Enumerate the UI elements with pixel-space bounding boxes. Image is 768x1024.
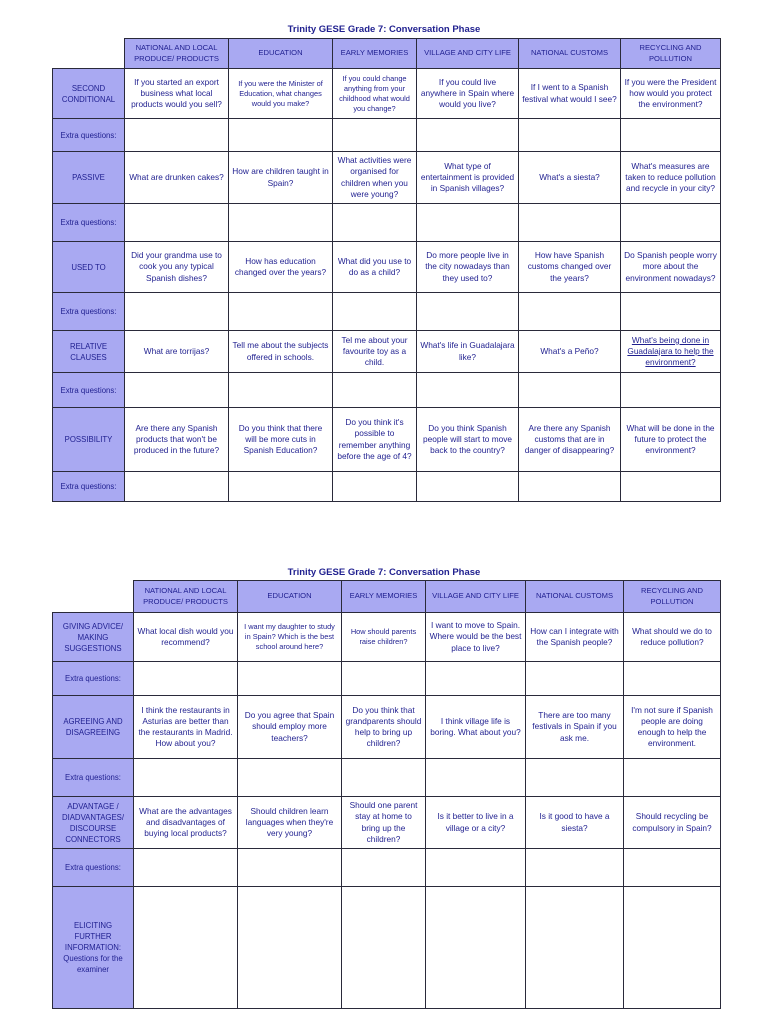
table-cell: If you could live anywhere in Spain where would you live? bbox=[417, 69, 519, 119]
header-national-produce: NATIONAL AND LOCAL PRODUCE/ PRODUCTS bbox=[134, 581, 238, 613]
table-row bbox=[53, 662, 721, 696]
conversation-table-1 bbox=[52, 38, 721, 502]
row-label: PASSIVE bbox=[53, 152, 125, 204]
table-cell: Do you agree that Spain should employ more teachers? bbox=[238, 696, 342, 759]
table-row bbox=[53, 373, 721, 408]
row-label: POSSIBILITY bbox=[53, 408, 125, 472]
table-cell bbox=[229, 119, 333, 152]
table-cell bbox=[333, 373, 417, 408]
table-cell bbox=[333, 204, 417, 242]
table-cell: If you were the President how would you protect the environment? bbox=[621, 69, 721, 119]
header-village-city-life: VILLAGE AND CITY LIFE bbox=[426, 581, 526, 613]
conversation-table-2 bbox=[52, 580, 721, 1009]
table-cell: Did your grandma use to cook you any typical Spanish dishes? bbox=[125, 242, 229, 293]
table-cell bbox=[526, 849, 624, 887]
table-cell: There are too many festivals in Spain if you ask me. bbox=[526, 696, 624, 759]
row-label: ADVANTAGE / DIADVANTAGES/ DISCOURSE CONNECTORS bbox=[53, 797, 134, 849]
table-cell bbox=[519, 204, 621, 242]
table-row bbox=[53, 408, 721, 472]
table-cell bbox=[519, 373, 621, 408]
table-cell: I think village life is boring. What about you? bbox=[426, 696, 526, 759]
table-row bbox=[53, 152, 721, 204]
table-cell: How has education changed over the years? bbox=[229, 242, 333, 293]
header-village-city-life: VILLAGE AND CITY LIFE bbox=[417, 39, 519, 69]
table-cell: If you started an export business what local products would you sell? bbox=[125, 69, 229, 119]
table-cell bbox=[229, 373, 333, 408]
table-cell bbox=[621, 373, 721, 408]
table-cell: What type of entertainment is provided in Spanish villages? bbox=[417, 152, 519, 204]
row-label: ELICITING FURTHER INFORMATION: Questions for the examiner bbox=[53, 887, 134, 1009]
table-cell bbox=[621, 331, 721, 373]
header-early-memories: EARLY MEMORIES bbox=[342, 581, 426, 613]
table-cell bbox=[229, 472, 333, 502]
table-cell: What's a siesta? bbox=[519, 152, 621, 204]
table-cell: Tell me about the subjects offered in schools. bbox=[229, 331, 333, 373]
table-row bbox=[53, 472, 721, 502]
row-label: Extra questions: bbox=[53, 849, 134, 887]
table-cell: Do more people live in the city nowadays than they used to? bbox=[417, 242, 519, 293]
table-row bbox=[53, 797, 721, 849]
table-cell bbox=[621, 472, 721, 502]
table-cell: What's life in Guadalajara like? bbox=[417, 331, 519, 373]
header-national-produce: NATIONAL AND LOCAL PRODUCE/ PRODUCTS bbox=[125, 39, 229, 69]
header-education: EDUCATION bbox=[238, 581, 342, 613]
table-cell bbox=[526, 887, 624, 1009]
table-cell bbox=[621, 293, 721, 331]
table-cell: If I went to a Spanish festival what would I see? bbox=[519, 69, 621, 119]
table-cell bbox=[621, 204, 721, 242]
table-row bbox=[53, 69, 721, 119]
underlined-text: What's being done in Guadalajara to help the environment? bbox=[627, 334, 714, 368]
row-label: USED TO bbox=[53, 242, 125, 293]
table-cell: What's measures are taken to reduce pollution and recycle in your city? bbox=[621, 152, 721, 204]
table-cell bbox=[333, 119, 417, 152]
table-cell bbox=[426, 759, 526, 797]
table-cell: What's a Peño? bbox=[519, 331, 621, 373]
table-cell bbox=[417, 472, 519, 502]
table-cell bbox=[238, 849, 342, 887]
header-national-customs: NATIONAL CUSTOMS bbox=[519, 39, 621, 69]
table-cell bbox=[526, 759, 624, 797]
table-cell: How have Spanish customs changed over the years? bbox=[519, 242, 621, 293]
table-cell: How are children taught in Spain? bbox=[229, 152, 333, 204]
table-cell bbox=[417, 204, 519, 242]
table-cell bbox=[238, 662, 342, 696]
table-cell bbox=[134, 759, 238, 797]
header-recycling-pollution: RECYCLING AND POLLUTION bbox=[621, 39, 721, 69]
table-cell bbox=[426, 662, 526, 696]
table-cell bbox=[238, 759, 342, 797]
table-cell bbox=[624, 759, 721, 797]
table-cell: Do you think Spanish people will start to move back to the country? bbox=[417, 408, 519, 472]
table-cell bbox=[125, 293, 229, 331]
table-cell bbox=[426, 849, 526, 887]
table-cell bbox=[426, 887, 526, 1009]
table-cell: I'm not sure if Spanish people are doing enough to help the environment. bbox=[624, 696, 721, 759]
table-cell: I want to move to Spain. Where would be the best place to live? bbox=[426, 613, 526, 662]
table-cell bbox=[624, 887, 721, 1009]
row-label: Extra questions: bbox=[53, 119, 125, 152]
table-row bbox=[53, 887, 721, 1009]
table-row bbox=[53, 759, 721, 797]
row-label: GIVING ADVICE/ MAKING SUGGESTIONS bbox=[53, 613, 134, 662]
table-cell: What will be done in the future to protect the environment? bbox=[621, 408, 721, 472]
table-cell bbox=[417, 373, 519, 408]
table-cell: What should we do to reduce pollution? bbox=[624, 613, 721, 662]
table-cell: What are drunken cakes? bbox=[125, 152, 229, 204]
table-cell bbox=[519, 293, 621, 331]
row-label: Extra questions: bbox=[53, 759, 134, 797]
table-cell bbox=[229, 293, 333, 331]
table-cell bbox=[229, 204, 333, 242]
table-cell bbox=[621, 119, 721, 152]
table-row bbox=[53, 204, 721, 242]
table-row bbox=[53, 293, 721, 331]
table-corner bbox=[53, 39, 125, 69]
table-cell: Do you think it's possible to remember anything before the age of 4? bbox=[333, 408, 417, 472]
table-cell: Are there any Spanish customs that are in danger of disappearing? bbox=[519, 408, 621, 472]
table-cell: How can I integrate with the Spanish people? bbox=[526, 613, 624, 662]
table-cell: Should one parent stay at home to bring up the children? bbox=[342, 797, 426, 849]
table-cell: Should children learn languages when they're very young? bbox=[238, 797, 342, 849]
row-label: RELATIVE CLAUSES bbox=[53, 331, 125, 373]
row-label: Extra questions: bbox=[53, 293, 125, 331]
table-cell bbox=[342, 849, 426, 887]
table-cell bbox=[526, 662, 624, 696]
row-label: SECOND CONDITIONAL bbox=[53, 69, 125, 119]
table-cell bbox=[624, 662, 721, 696]
row-label: Extra questions: bbox=[53, 204, 125, 242]
row-label: Extra questions: bbox=[53, 472, 125, 502]
header-education: EDUCATION bbox=[229, 39, 333, 69]
table-cell bbox=[125, 472, 229, 502]
table-cell: What local dish would you recommend? bbox=[134, 613, 238, 662]
table-cell bbox=[333, 472, 417, 502]
table-cell: Is it good to have a siesta? bbox=[526, 797, 624, 849]
table1-title: Trinity GESE Grade 7: Conversation Phase bbox=[287, 24, 481, 35]
table-cell bbox=[134, 887, 238, 1009]
table-cell bbox=[417, 119, 519, 152]
table-row bbox=[53, 696, 721, 759]
header-recycling-pollution: RECYCLING AND POLLUTION bbox=[624, 581, 721, 613]
table-cell: Should recycling be compulsory in Spain? bbox=[624, 797, 721, 849]
table-row bbox=[53, 331, 721, 373]
table-cell: Do you think that there will be more cuts in Spanish Education? bbox=[229, 408, 333, 472]
table-cell: Is it better to live in a village or a city? bbox=[426, 797, 526, 849]
table-cell: I think the restaurants in Asturias are better than the restaurants in Madrid. How about you? bbox=[134, 696, 238, 759]
table-cell bbox=[519, 119, 621, 152]
table-cell: I want my daughter to study in Spain? Which is the best school around here? bbox=[238, 613, 342, 662]
row-label: Extra questions: bbox=[53, 662, 134, 696]
table-cell bbox=[125, 373, 229, 408]
header-national-customs: NATIONAL CUSTOMS bbox=[526, 581, 624, 613]
table-cell: What activities were organised for children when you were young? bbox=[333, 152, 417, 204]
table-row bbox=[53, 613, 721, 662]
table-row bbox=[53, 849, 721, 887]
table-cell: What did you use to do as a child? bbox=[333, 242, 417, 293]
table-cell: What are the advantages and disadvantages of buying local products? bbox=[134, 797, 238, 849]
table-cell bbox=[134, 849, 238, 887]
table-cell bbox=[342, 759, 426, 797]
table-cell bbox=[238, 887, 342, 1009]
row-label: AGREEING AND DISAGREEING bbox=[53, 696, 134, 759]
table2-title: Trinity GESE Grade 7: Conversation Phase bbox=[287, 567, 481, 578]
table-cell bbox=[342, 662, 426, 696]
table-cell bbox=[342, 887, 426, 1009]
table-cell: Tel me about your favourite toy as a child. bbox=[333, 331, 417, 373]
table-cell: If you were the Minister of Education, what changes would you make? bbox=[229, 69, 333, 119]
table-row bbox=[53, 119, 721, 152]
table-cell bbox=[624, 849, 721, 887]
table-cell: Do you think that grandparents should help to bring up children? bbox=[342, 696, 426, 759]
table-corner bbox=[53, 581, 134, 613]
table-row bbox=[53, 242, 721, 293]
table-cell bbox=[519, 472, 621, 502]
table-cell bbox=[125, 204, 229, 242]
table-cell: How should parents raise children? bbox=[342, 613, 426, 662]
table-cell bbox=[333, 293, 417, 331]
table-cell: What are torrijas? bbox=[125, 331, 229, 373]
table-cell: If you could change anything from your childhood what would you change? bbox=[333, 69, 417, 119]
table-cell bbox=[125, 119, 229, 152]
header-early-memories: EARLY MEMORIES bbox=[333, 39, 417, 69]
table-cell: Are there any Spanish products that won't be produced in the future? bbox=[125, 408, 229, 472]
table-cell bbox=[417, 293, 519, 331]
table-cell: Do Spanish people worry more about the environment nowadays? bbox=[621, 242, 721, 293]
row-label: Extra questions: bbox=[53, 373, 125, 408]
table-cell bbox=[134, 662, 238, 696]
